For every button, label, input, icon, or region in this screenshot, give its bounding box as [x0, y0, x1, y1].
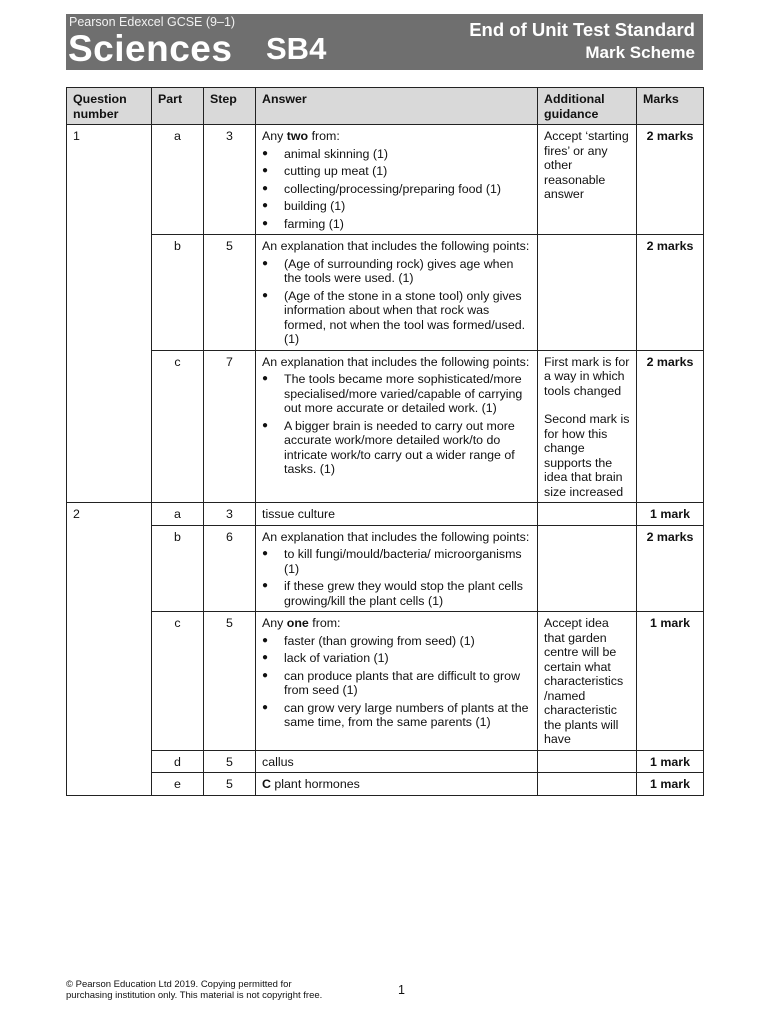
- part-cell: b: [152, 235, 204, 351]
- step-cell: 5: [204, 773, 256, 796]
- document-title: [469, 19, 695, 65]
- answer-intro-text: from:: [308, 616, 341, 630]
- answer-bullet: ● A bigger brain is needed to carry out more accurate work/more detailed work/to do intricate work/to carry out a wider range of tasks. (1): [262, 418, 515, 476]
- table-row: [67, 612, 704, 751]
- answer-bullet: ● if these grew they would stop the plant cells growing/kill the plant cells (1): [262, 579, 523, 608]
- guidance-cell: [538, 773, 637, 796]
- table-row: [67, 750, 704, 773]
- step-cell: 6: [204, 525, 256, 612]
- guidance-cell: [538, 525, 637, 612]
- step-cell: 3: [204, 125, 256, 235]
- copyright-footer: [66, 979, 322, 1001]
- marks-cell: 1 mark: [637, 750, 704, 773]
- table-row: [67, 235, 704, 351]
- answer-bullet: ● faster (than growing from seed) (1): [262, 633, 475, 648]
- header-question-number: Question number: [67, 88, 152, 125]
- copyright-line: © Pearson Education Ltd 2019. Copying permitted for: [66, 979, 292, 990]
- table-row: [67, 525, 704, 612]
- answer-cell: [256, 350, 538, 503]
- marks-cell: 2 marks: [637, 525, 704, 612]
- part-cell: c: [152, 350, 204, 503]
- answer-cell: callus: [256, 750, 538, 773]
- guidance-cell: [538, 235, 637, 351]
- answer-intro-text: Any: [262, 129, 287, 143]
- answer-bullet: ● cutting up meat (1): [262, 164, 388, 178]
- page-header: [66, 14, 703, 70]
- answer-bullet: ● building (1): [262, 199, 346, 213]
- answer-intro: An explanation that includes the following points:: [262, 529, 530, 544]
- answer-cell: tissue culture: [256, 503, 538, 526]
- table-row: [67, 503, 704, 526]
- answer-intro: [262, 129, 531, 144]
- part-cell: b: [152, 525, 204, 612]
- table-row: [67, 350, 704, 503]
- part-cell: c: [152, 612, 204, 751]
- header-step: Step: [204, 88, 256, 125]
- answer-cell: [256, 612, 538, 751]
- guidance-first-mark: First mark is for a way in which tools changed: [544, 354, 630, 398]
- answer-option-letter: C: [262, 777, 271, 791]
- marks-cell: 2 marks: [637, 125, 704, 235]
- header-answer: Answer: [256, 88, 538, 125]
- part-cell: e: [152, 773, 204, 796]
- answer-cell: [256, 525, 538, 612]
- marks-cell: 1 mark: [637, 503, 704, 526]
- guidance-cell: [538, 350, 637, 503]
- page-number: 1: [398, 983, 405, 997]
- document-title-line1: End of Unit Test Standard: [469, 19, 695, 40]
- question-number-cell: 2: [67, 503, 152, 796]
- answer-bullet: ● can grow very large numbers of plants at the same time, from the same parents (1): [262, 700, 529, 729]
- answer-text: plant hormones: [270, 777, 360, 791]
- table-header-row: [67, 88, 704, 125]
- answer-intro-emphasis: one: [286, 616, 309, 630]
- answer-cell: [256, 773, 538, 796]
- answer-bullet: ● (Age of surrounding rock) gives age when the tools were used. (1): [262, 256, 514, 285]
- step-cell: 5: [204, 612, 256, 751]
- part-cell: a: [152, 503, 204, 526]
- mark-scheme-table: [66, 87, 704, 796]
- marks-cell: 1 mark: [637, 773, 704, 796]
- answer-bullet: ● animal skinning (1): [262, 146, 388, 161]
- answer-intro-text: from:: [308, 129, 340, 143]
- step-cell: 5: [204, 750, 256, 773]
- answer-bullet: ● lack of variation (1): [262, 651, 389, 665]
- answer-intro: [262, 616, 531, 631]
- answer-cell: [256, 235, 538, 351]
- answer-bullet: ● (Age of the stone in a stone tool) only gives information about when that rock was formed, not when the tool was formed/used. (1): [262, 288, 526, 346]
- answer-bullet: ● to kill fungi/mould/bacteria/ microorganisms (1): [262, 547, 522, 576]
- guidance-cell: Accept ‘starting fires’ or any other reasonable answer: [538, 125, 637, 235]
- answer-intro: An explanation that includes the following points:: [262, 354, 530, 369]
- question-number-cell: 1: [67, 125, 152, 503]
- step-cell: 5: [204, 235, 256, 351]
- answer-intro-emphasis: two: [286, 129, 309, 143]
- step-cell: 3: [204, 503, 256, 526]
- marks-cell: 2 marks: [637, 350, 704, 503]
- part-cell: d: [152, 750, 204, 773]
- answer-bullet: ● The tools became more sophisticated/more specialised/more varied/capable of carrying out more accurate or detailed work. (1): [262, 372, 523, 415]
- guidance-second-mark: Second mark is for how this change supports the idea that brain size increased: [544, 412, 630, 499]
- marks-cell: 2 marks: [637, 235, 704, 351]
- header-part: Part: [152, 88, 204, 125]
- answer-cell: [256, 125, 538, 235]
- header-guidance: Additional guidance: [538, 88, 637, 125]
- subject-title: Sciences: [68, 28, 233, 69]
- answer-intro-text: Any: [262, 616, 287, 630]
- step-cell: 7: [204, 350, 256, 503]
- unit-code: SB4: [266, 31, 327, 66]
- answer-bullet: ● collecting/processing/preparing food (1): [262, 181, 501, 196]
- answer-intro: An explanation that includes the following points:: [262, 239, 530, 253]
- table-row: [67, 773, 704, 796]
- part-cell: a: [152, 125, 204, 235]
- guidance-cell: [538, 503, 637, 526]
- document-title-line2: Mark Scheme: [585, 43, 695, 62]
- marks-cell: 1 mark: [637, 612, 704, 751]
- guidance-cell: [538, 750, 637, 773]
- answer-bullet: ● can produce plants that are difficult to grow from seed (1): [262, 668, 521, 697]
- answer-bullet: ● farming (1): [262, 216, 344, 231]
- table-row: [67, 125, 704, 235]
- publisher-line: Pearson Edexcel GCSE (9–1): [69, 15, 236, 29]
- guidance-cell: Accept idea that garden centre will be certain what characteristics /named characteristic the plants will have: [538, 612, 637, 751]
- header-marks: Marks: [637, 88, 704, 125]
- copyright-line: purchasing institution only. This material is not copyright free.: [66, 990, 323, 1001]
